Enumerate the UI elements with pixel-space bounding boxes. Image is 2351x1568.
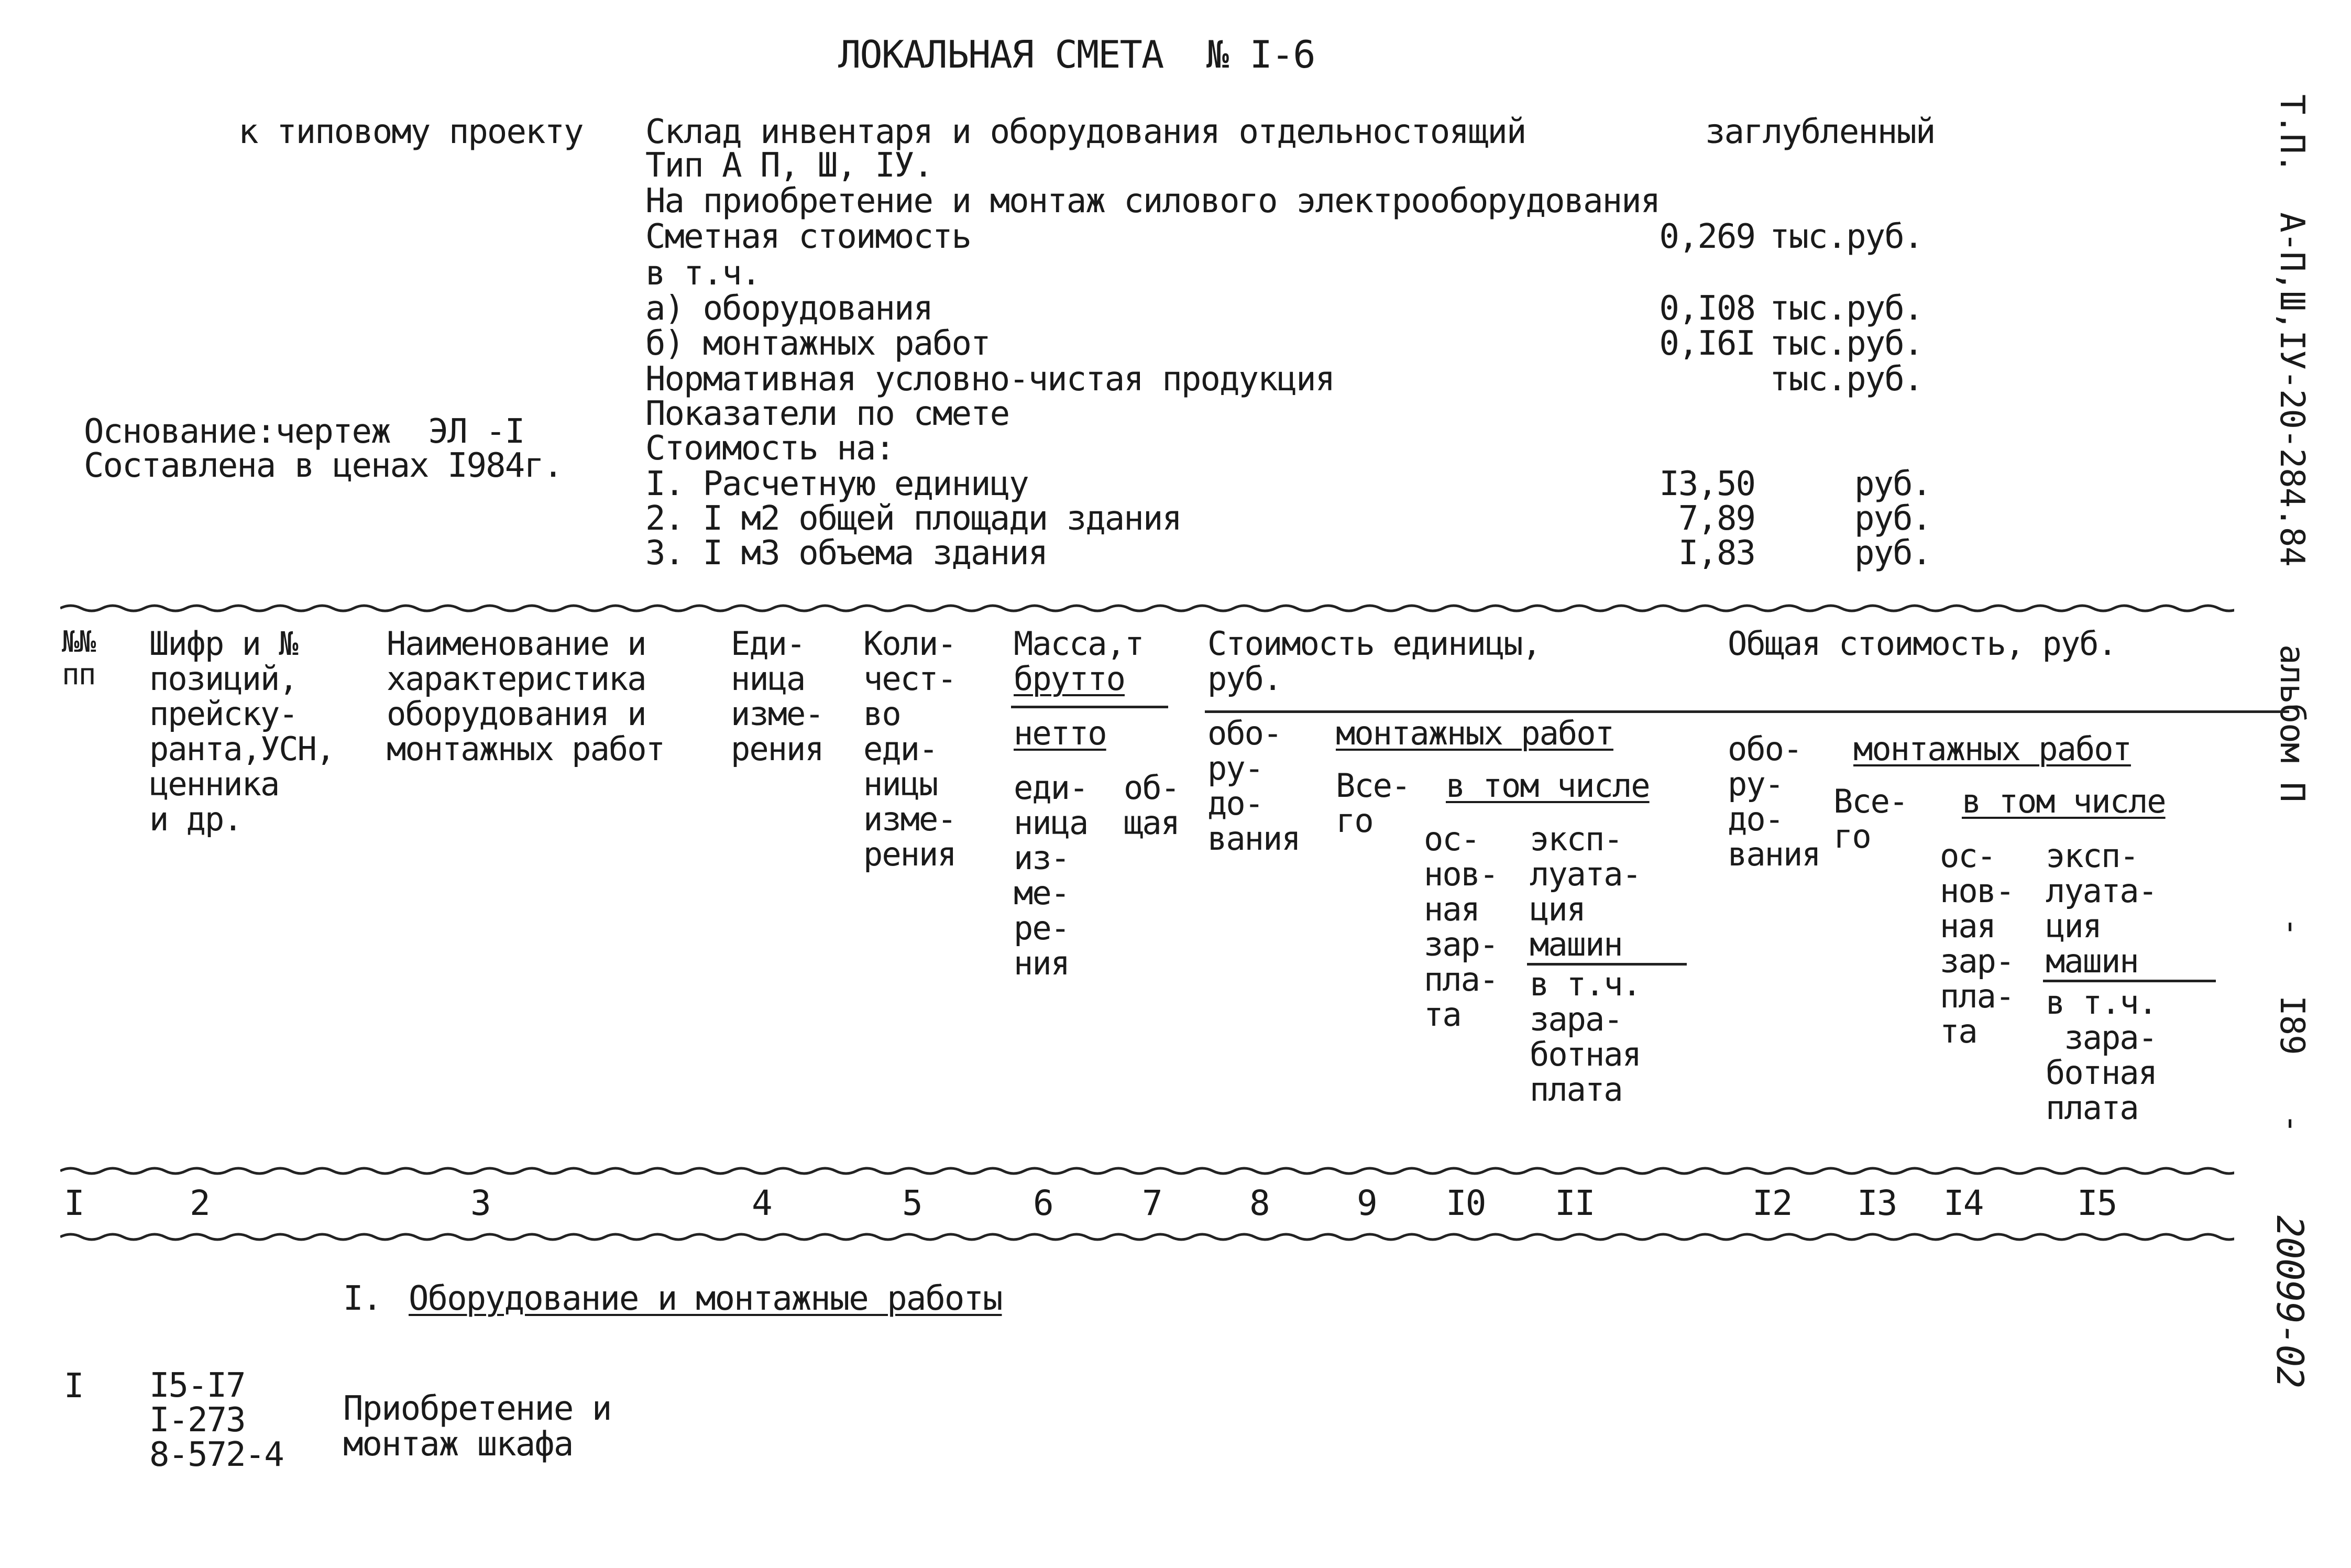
header-col-6: еди- ница из- ме- ре- ния	[1014, 769, 1088, 982]
side-stamp-album: альбом П	[2272, 644, 2311, 802]
cost-on-label: Стоимость на:	[645, 429, 894, 468]
indicator-label-2: 2. I м2 общей площади здания	[645, 499, 1181, 538]
column-number-6: 6	[1033, 1183, 1053, 1223]
header-col-9: Все- го	[1336, 766, 1410, 840]
column-number-4: 4	[752, 1183, 772, 1223]
indicator-unit-1: руб.	[1854, 465, 1931, 503]
project-purpose: На приобретение и монтаж силового электрооборудования	[645, 182, 1660, 221]
indicator-unit-3: руб.	[1854, 534, 1931, 573]
column-number-10: I0	[1446, 1183, 1486, 1223]
cost-label: Сметная стоимость	[645, 217, 971, 256]
row-1-number: I	[64, 1367, 83, 1406]
header-col-4: Еди- ница изме- рения	[731, 624, 823, 768]
header-col-11: эксп- луата- ция машин	[1530, 820, 1641, 963]
header-col-8: обо- ру- до- вания	[1207, 714, 1300, 858]
indicator-value-3: I,83	[1678, 534, 1755, 573]
side-stamp-code: Т.П. А-П,Ш,IУ-20-284.84	[2272, 94, 2311, 566]
header-col-3: Наименование и характеристика оборудования и монтажных работ	[387, 624, 664, 768]
column-number-9: 9	[1357, 1183, 1377, 1223]
header-col-14: ос- нов- ная зар- пла- та	[1940, 837, 2014, 1050]
header-col-15: эксп- луата- ция машин	[2046, 837, 2157, 980]
project-name-line2: Тип А П, Ш, IУ.	[645, 146, 932, 185]
column-numbers-separator	[60, 1230, 2234, 1244]
header-brutto: брутто	[1014, 660, 1125, 698]
header-col-11-sub: в т.ч. зара- ботная плата	[1530, 965, 1641, 1109]
column-number-14: I4	[1943, 1183, 1983, 1223]
project-name-suffix: заглубленный	[1705, 113, 1935, 151]
equipment-value: 0,I08	[1659, 289, 1755, 328]
header-install-works: монтажных работ	[1336, 714, 1613, 752]
header-col-12: обо- ру- до- вания	[1728, 730, 1820, 873]
header-netto: нетто	[1014, 714, 1106, 752]
basis-prices: Составлена в ценах I984г.	[84, 446, 563, 485]
indicator-value-2: 7,89	[1678, 499, 1755, 538]
header-top-separator	[60, 601, 2234, 615]
section-prefix: I.	[343, 1279, 401, 1318]
indicator-label-1: I. Расчетную единицу	[645, 465, 1028, 503]
installation-unit: тыс.руб.	[1770, 324, 1923, 363]
norm-unit: тыс.руб.	[1770, 360, 1923, 399]
project-name-line1: Склад инвентаря и оборудования отдельностоящий	[645, 113, 1526, 151]
project-prefix: к типовому проекту	[238, 113, 583, 151]
indicator-label-3: 3. I м3 объема здания	[645, 534, 1048, 573]
header-col-7: об- щая	[1124, 769, 1179, 842]
indicator-value-1: I3,50	[1659, 465, 1755, 503]
installation-value: 0,I6I	[1659, 324, 1755, 363]
header-incl-2: в том числе	[1962, 782, 2166, 820]
column-number-3: 3	[470, 1183, 490, 1223]
column-number-5: 5	[902, 1183, 922, 1223]
row-1-name: Приобретение и монтаж шкафа	[343, 1389, 611, 1464]
header-col-2: Шифр и № позиций, прейску- ранта,УСН, ценника и др.	[149, 624, 335, 838]
column-number-2: 2	[190, 1183, 210, 1223]
cost-unit: тыс.руб.	[1770, 217, 1923, 256]
norm-label: Нормативная условно-чистая продукция	[645, 360, 1335, 399]
unit-cost-rule	[1205, 710, 2289, 713]
incl-label: в т.ч.	[645, 254, 761, 293]
installation-label: б) монтажных работ	[645, 324, 990, 363]
header-bottom-separator	[60, 1164, 2234, 1178]
header-col-15-sub: в т.ч. зара- ботная плата	[2046, 983, 2157, 1127]
header-unit-cost: Стоимость единицы, руб.	[1207, 624, 1541, 698]
column-number-12: I2	[1752, 1183, 1792, 1223]
col-15-rule	[2043, 980, 2216, 982]
mass-brutto-rule	[1011, 706, 1168, 708]
header-install-works-2: монтажных работ	[1853, 730, 2131, 768]
document-title: ЛОКАЛЬНАЯ СМЕТА № I-6	[838, 32, 1315, 76]
side-stamp-page-marks: - I89 -	[2272, 917, 2311, 1133]
column-number-15: I5	[2077, 1183, 2117, 1223]
equipment-label: а) оборудования	[645, 289, 932, 328]
basis-drawing: Основание:чертеж ЭЛ -I	[84, 412, 524, 451]
column-number-7: 7	[1142, 1183, 1162, 1223]
header-col-13: Все- го	[1833, 782, 1908, 856]
cost-value: 0,269	[1659, 217, 1755, 256]
row-1-code: I5-I7 I-273 8-572-4	[149, 1366, 283, 1474]
column-number-11: II	[1555, 1183, 1595, 1223]
column-number-13: I3	[1857, 1183, 1897, 1223]
header-mass: Масса,т	[1014, 624, 1144, 663]
header-total-cost: Общая стоимость, руб.	[1728, 624, 2116, 663]
indicator-unit-2: руб.	[1854, 499, 1931, 538]
side-stamp-doc-number: 20099-02	[2268, 1215, 2311, 1388]
equipment-unit: тыс.руб.	[1770, 289, 1923, 328]
column-number-8: 8	[1249, 1183, 1269, 1223]
indicators-label: Показатели по смете	[645, 394, 1009, 433]
section-title: Оборудование и монтажные работы	[409, 1279, 1002, 1318]
header-col-5: Коли- чест- во еди- ницы изме- рения	[863, 624, 956, 873]
column-number-1: I	[64, 1183, 84, 1223]
header-col-1: №№ пп	[62, 625, 95, 692]
header-col-10: ос- нов- ная зар- пла- та	[1424, 820, 1498, 1034]
header-incl: в том числе	[1446, 766, 1650, 805]
